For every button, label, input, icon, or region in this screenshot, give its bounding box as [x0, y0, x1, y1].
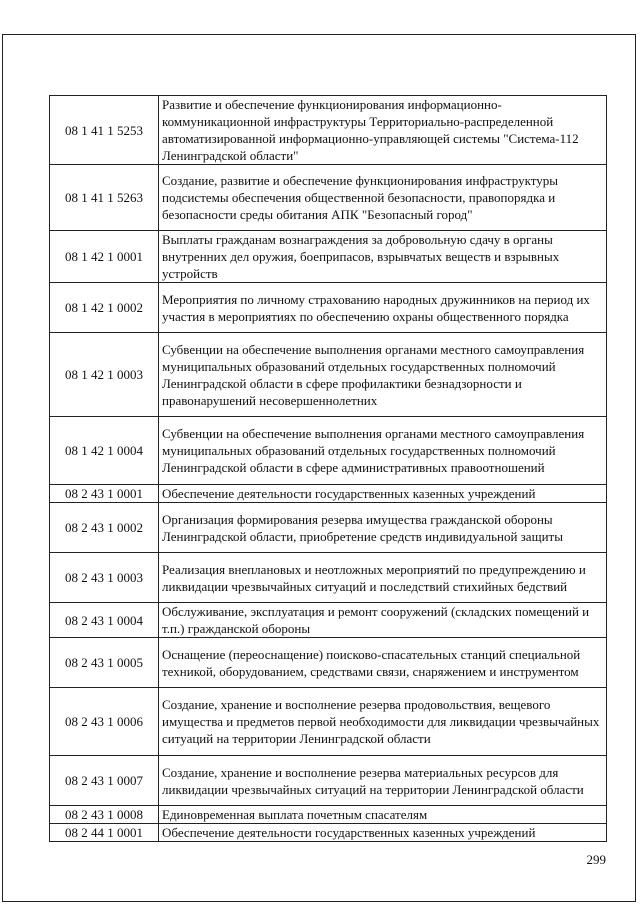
- row-name: Обеспечение деятельности государственных казенных учреждений: [159, 485, 607, 503]
- row-code: 08 2 43 1 0006: [50, 688, 159, 756]
- row-name: Создание, хранение и восполнение резерва материальных ресурсов для ликвидации чрезвычайных ситуаций на территории Ленинградской области: [159, 756, 607, 806]
- row-code: 08 1 42 1 0002: [50, 283, 159, 333]
- table-row: [50, 333, 607, 417]
- row-code: 08 2 43 1 0002: [50, 503, 159, 553]
- table-row: [50, 553, 607, 603]
- table-row: [50, 283, 607, 333]
- row-code: 08 2 43 1 0005: [50, 638, 159, 688]
- table-row: [50, 638, 607, 688]
- row-code: 08 1 42 1 0001: [50, 231, 159, 283]
- row-code: 08 1 42 1 0004: [50, 417, 159, 485]
- table-row: [50, 485, 607, 503]
- table-row: [50, 165, 607, 231]
- row-name: Реализация внеплановых и неотложных мероприятий по предупреждению и ликвидации чрезвычайных ситуаций и последствий стихийных бедствий: [159, 553, 607, 603]
- row-name: Мероприятия по личному страхованию народных дружинников на период их участия в мероприятиях по обеспечению охраны общественного порядка: [159, 283, 607, 333]
- row-code: 08 1 42 1 0003: [50, 333, 159, 417]
- table-body: [50, 96, 607, 842]
- table-row: [50, 417, 607, 485]
- row-code: 08 2 44 1 0001: [50, 824, 159, 842]
- row-name: Создание, хранение и восполнение резерва продовольствия, вещевого имущества и предметов первой необходимости для ликвидации чрезвычайных ситуаций на территории Ленинградской области: [159, 688, 607, 756]
- table-row: [50, 231, 607, 283]
- row-code: 08 1 41 1 5263: [50, 165, 159, 231]
- table-row: [50, 824, 607, 842]
- row-name: Организация формирования резерва имущества гражданской обороны Ленинградской области, приобретение средств индивидуальной защиты: [159, 503, 607, 553]
- table-row: [50, 603, 607, 638]
- table-row: [50, 688, 607, 756]
- row-name: Единовременная выплата почетным спасателям: [159, 806, 607, 824]
- table-row: [50, 96, 607, 165]
- row-name: Обслуживание, эксплуатация и ремонт сооружений (складских помещений и т.п.) гражданской обороны: [159, 603, 607, 638]
- row-code: 08 1 41 1 5253: [50, 96, 159, 165]
- table-row: [50, 806, 607, 824]
- row-name: Субвенции на обеспечение выполнения органами местного самоуправления муниципальных образований отдельных государственных полномочий Ленинградской области в сфере профилактики безнадзорности и правонарушений несовершеннолетних: [159, 333, 607, 417]
- row-name: Выплаты гражданам вознаграждения за добровольную сдачу в органы внутренних дел оружия, боеприпасов, взрывчатых веществ и взрывных устройств: [159, 231, 607, 283]
- row-code: 08 2 43 1 0007: [50, 756, 159, 806]
- row-name: Обеспечение деятельности государственных казенных учреждений: [159, 824, 607, 842]
- row-name: Развитие и обеспечение функционирования информационно-коммуникационной инфраструктуры Территориально-распределенной автоматизированной информационно-управляющей системы "Система-112 Ленинградской области": [159, 96, 607, 165]
- row-code: 08 2 43 1 0001: [50, 485, 159, 503]
- row-code: 08 2 43 1 0008: [50, 806, 159, 824]
- table-row: [50, 503, 607, 553]
- row-name: Оснащение (переоснащение) поисково-спасательных станций специальной техникой, оборудованием, средствами связи, снаряжением и инструментом: [159, 638, 607, 688]
- page-number: 299: [586, 852, 606, 867]
- row-code: 08 2 43 1 0003: [50, 553, 159, 603]
- row-code: 08 2 43 1 0004: [50, 603, 159, 638]
- row-name: Субвенции на обеспечение выполнения органами местного самоуправления муниципальных образований отдельных государственных полномочий Ленинградской области в сфере административных правоотношений: [159, 417, 607, 485]
- budget-classification-table: [49, 95, 607, 842]
- table-row: [50, 756, 607, 806]
- row-name: Создание, развитие и обеспечение функционирования инфраструктуры подсистемы обеспечения общественной безопасности, правопорядка и безопасности среды обитания АПК "Безопасный город": [159, 165, 607, 231]
